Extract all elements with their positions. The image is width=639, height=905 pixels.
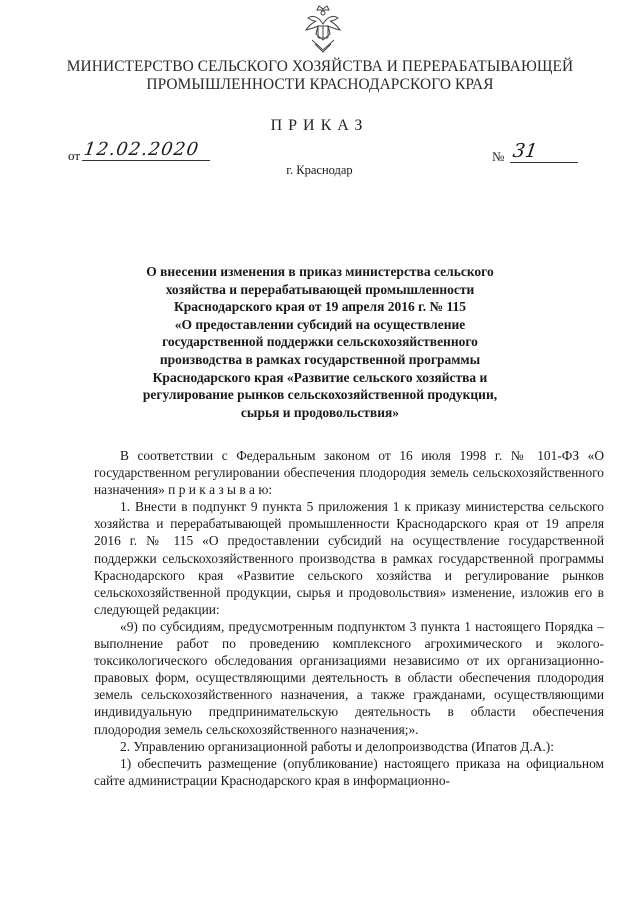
body-paragraph: 1. Внести в подпункт 9 пункта 5 приложения 1 к приказу министерства сельского хозяйства и перерабатывающей промышленности Краснодарского края от 19 апреля 2016 г. № 115 «О предоставлении субсидий на осуществление государственной поддержки сельскохозяйственного производства в рамках государственной программы Краснодарского края «Развитие сельского хозяйства и регулирование рынков сельскохозяйственной продукции, сырья и продовольствия» изменение, изложив его в следующей редакции:	[94, 499, 604, 617]
heading-line: О внесении изменения в приказ министерства сельского	[146, 264, 494, 279]
heading-line: Краснодарского края «Развитие сельского хозяйства и	[152, 369, 488, 385]
handwritten-date: 12.02.2020	[82, 139, 201, 160]
number-underline	[510, 162, 578, 163]
date-prefix-label: от	[68, 148, 81, 163]
body-paragraph: «9) по субсидиям, предусмотренным подпунктом 3 пункта 1 настоящего Порядка – выполнение работ по проведению комплексного агрохимического и эколого-токсикологического обследования организациями независимо от их организационно-правовых форм, осуществляющими деятельность в области обеспечения плодородия земель сельскохозяйственного назначения, а также гражданами, осуществляющими индивидуальную предпринимательскую деятельность в области обеспечения плодородия земель сельскохозяйственного назначения;».	[94, 618, 604, 737]
heading-line: производства в рамках государственной программы	[159, 351, 481, 367]
date-underline	[82, 160, 210, 161]
ministry-line-1: МИНИСТЕРСТВО СЕЛЬСКОГО ХОЗЯЙСТВА И ПЕРЕРАБАТЫВАЮЩЕЙ	[66, 58, 574, 75]
coat-of-arms-icon	[300, 4, 346, 54]
heading-line: хозяйства и перерабатывающей промышленности	[165, 281, 475, 297]
order-title: ПРИКАЗ	[270, 117, 369, 134]
heading-line: сырья и продовольствия»	[240, 404, 400, 420]
ministry-line-2: ПРОМЫШЛЕННОСТИ КРАСНОДАРСКОГО КРАЯ	[146, 76, 494, 93]
order-body	[94, 447, 604, 789]
body-paragraph: 1) обеспечить размещение (опубликование) настоящего приказа на официальном сайте администрации Краснодарского края в информационно-	[94, 755, 604, 788]
handwritten-order-number: 31	[511, 140, 539, 162]
body-paragraph: В соответствии с Федеральным законом от 16 июля 1998 г. № 101-ФЗ «О государственном регулировании обеспечения плодородия земель сельскохозяйственного назначения» п р и к а з ы в а ю:	[94, 448, 604, 498]
heading-line: регулирование рынков сельскохозяйственной продукции,	[142, 387, 498, 403]
heading-line: «О предоставлении субсидий на осуществление	[174, 316, 466, 332]
body-paragraph: 2. Управлению организационной работы и делопроизводства (Ипатов Д.А.):	[120, 738, 554, 754]
heading-line: Краснодарского края от 19 апреля 2016 г. № 115	[174, 299, 466, 315]
heading-line: государственной поддержки сельскохозяйственного	[162, 334, 478, 350]
ministry-name	[40, 58, 600, 94]
order-heading	[130, 263, 510, 421]
city-label: г. Краснодар	[286, 163, 353, 177]
number-sign-label: №	[492, 149, 505, 164]
